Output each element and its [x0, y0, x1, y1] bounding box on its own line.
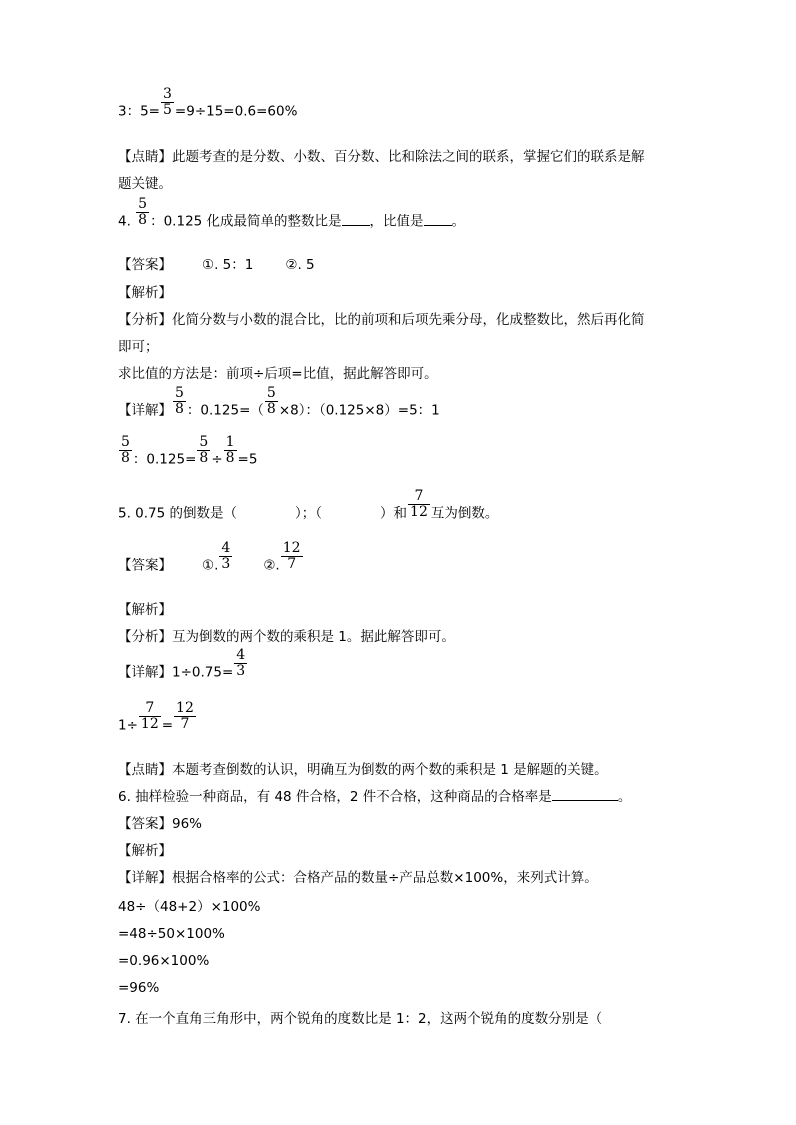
text-run: 6. 抽样检验一种商品，有 48 件合格，2 件不合格，这种商品的合格率是 [118, 789, 552, 805]
text-run: 4. [118, 213, 136, 230]
fraction-numerator: 3 [163, 86, 172, 102]
text-line [118, 1010, 602, 1028]
fraction-denominator: 5 [163, 102, 172, 118]
text-line [118, 601, 172, 619]
fraction-denominator: 8 [121, 450, 130, 466]
text-run: ①. [202, 557, 219, 574]
text-line [118, 540, 304, 581]
fraction-numerator: 7 [408, 489, 430, 505]
text-run: =96% [118, 980, 160, 996]
text-run: 【分析】化简分数与小数的混合比，比的前项和后项先乘分母，化成整数比，然后再化简 [118, 312, 645, 328]
fraction [265, 386, 278, 417]
text-line [118, 815, 202, 833]
fraction [173, 386, 186, 417]
text-run: ：0.125= [132, 451, 197, 468]
text-line [118, 385, 440, 426]
text-line [118, 979, 159, 997]
fraction [224, 435, 237, 466]
text-run: 。 [617, 789, 632, 805]
fraction-denominator: 7 [287, 556, 297, 572]
fraction-denominator: 8 [199, 450, 209, 466]
text-line [118, 869, 598, 887]
fraction [119, 435, 132, 466]
fraction-numerator: 12 [176, 700, 194, 716]
text-run: 【答案】96% [118, 816, 203, 832]
text-line [118, 86, 298, 127]
text-run: ）；（ [295, 505, 323, 522]
text-line [118, 647, 248, 688]
fraction-numerator: 4 [221, 540, 231, 556]
answer-blank [552, 788, 618, 801]
fraction [174, 701, 196, 732]
text-line [118, 788, 631, 806]
fraction-numerator: 5 [199, 434, 209, 450]
text-line [118, 434, 258, 475]
fraction-numerator: 5 [175, 385, 184, 401]
text-run: 【详解】 [118, 402, 172, 419]
text-line [118, 365, 438, 383]
text-line [118, 628, 455, 646]
text-run: 7. 在一个直角三角形中，两个锐角的度数比是 1：2，这两个锐角的度数分别是（ [118, 1011, 603, 1027]
text-run: =48÷50×100% [118, 926, 225, 942]
fraction [234, 648, 247, 679]
fraction [161, 87, 174, 118]
text-run: ×8）：（0.125×8）=5：1 [278, 402, 440, 419]
fraction-numerator: 5 [138, 196, 148, 212]
fraction-denominator: 8 [175, 401, 184, 417]
fraction-denominator: 8 [225, 450, 235, 466]
text-run: 3：5= [118, 103, 160, 120]
fraction [139, 701, 161, 732]
text-run: ，比值是 [369, 213, 424, 230]
fraction [281, 541, 303, 572]
text-line [118, 338, 159, 356]
text-run: 【解析】 [118, 843, 172, 859]
text-run: 【答案】 [118, 557, 172, 574]
fraction-denominator: 8 [266, 401, 276, 417]
answer-blank [424, 213, 452, 226]
text-run: =5 [237, 451, 258, 468]
fraction-denominator: 3 [236, 663, 246, 679]
text-run: 【解析】 [118, 285, 172, 301]
fraction-numerator: 12 [282, 540, 301, 556]
fraction-denominator: 3 [221, 556, 231, 572]
fraction-denominator: 12 [140, 716, 159, 732]
text-run: ÷ [211, 451, 223, 468]
text-run: =9÷15=0.6=60% [174, 103, 298, 120]
text-run: 1÷ [118, 717, 138, 734]
text-line [118, 196, 466, 237]
fraction [219, 541, 232, 572]
text-line [118, 898, 260, 916]
fraction [408, 489, 430, 520]
text-line [118, 952, 209, 970]
text-run: = [161, 717, 174, 734]
text-run: ：0.125 化成最简单的整数比是 [150, 213, 342, 230]
text-run: ）和 [380, 505, 408, 522]
text-run: 5. 0.75 的倒数是（ [118, 505, 238, 522]
text-line [118, 488, 499, 529]
text-line [118, 925, 225, 943]
text-run: 。 [451, 213, 466, 230]
text-line [118, 311, 645, 329]
text-line [118, 175, 172, 193]
text-run: 题关键。 [118, 176, 172, 192]
text-run: 【详解】1÷0.75= [118, 664, 234, 681]
text-run: =0.96×100% [118, 953, 210, 969]
fraction [197, 435, 210, 466]
fraction-denominator: 8 [138, 212, 148, 228]
text-run: 求比值的方法是：前项÷后项=比值，据此解答即可。 [118, 366, 438, 382]
text-run: 互为倒数。 [430, 505, 499, 522]
text-run: 【点睛】此题考查的是分数、小数、百分数、比和除法之间的联系，掌握它们的联系是解 [118, 149, 645, 165]
fraction-numerator: 7 [139, 701, 161, 717]
text-line [118, 700, 197, 741]
fraction-numerator: 5 [266, 385, 276, 401]
text-run: 48÷（48+2）×100% [118, 899, 261, 915]
text-line [118, 148, 645, 166]
text-run: 【答案】 [118, 257, 172, 273]
text-run: ②. 5 [285, 257, 315, 273]
text-run: 【详解】根据合格率的公式：合格产品的数量÷产品总数×100%，来列式计算。 [118, 870, 598, 886]
text-run: ②. [263, 557, 280, 574]
text-run: 【点睛】本题考查倒数的认识，明确互为倒数的两个数的乘积是 1 是解题的关键。 [118, 762, 608, 778]
text-line [118, 842, 172, 860]
text-run: ：0.125=（ [186, 402, 264, 419]
text-run: ①. 5：1 [202, 257, 254, 273]
fraction [136, 197, 149, 228]
answer-blank [342, 213, 370, 226]
text-run: 即可； [118, 339, 159, 355]
text-line [118, 761, 608, 779]
fraction-numerator: 5 [121, 434, 130, 450]
text-line [118, 284, 172, 302]
fraction-denominator: 7 [180, 716, 190, 732]
text-run: 【分析】互为倒数的两个数的乘积是 1。据此解答即可。 [118, 629, 455, 645]
fraction-numerator: 1 [225, 434, 235, 450]
fraction-denominator: 12 [410, 504, 428, 520]
text-run: 【解析】 [118, 602, 172, 618]
fraction-numerator: 4 [236, 647, 246, 663]
text-line [118, 256, 315, 274]
